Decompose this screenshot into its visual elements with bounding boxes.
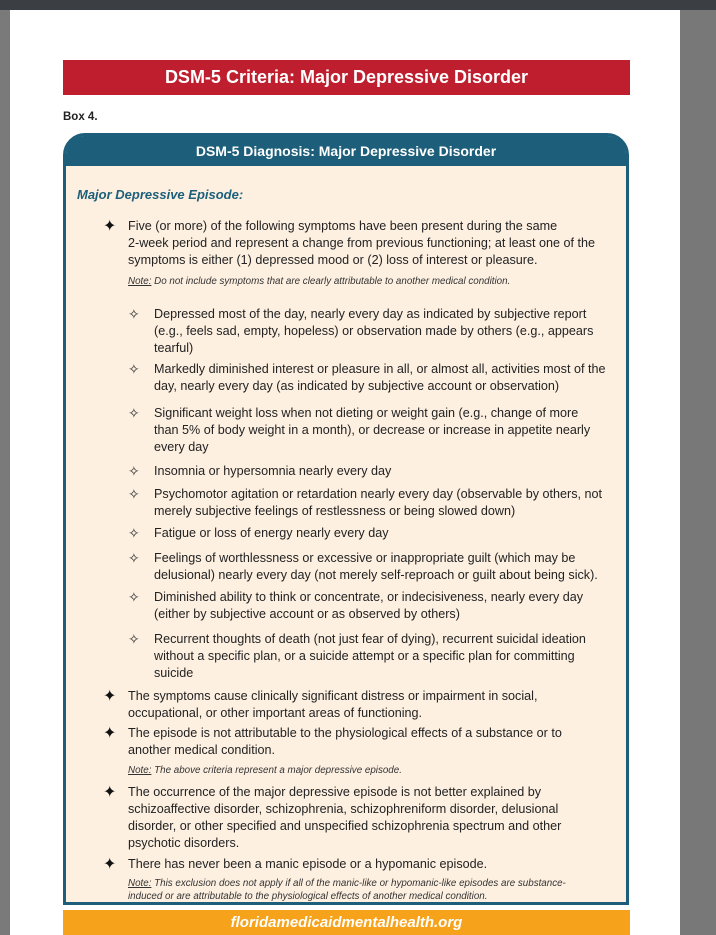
symptom-star-icon: ✧ — [128, 361, 140, 377]
symptom-text: Significant weight loss when not dieting or weight gain (e.g., change of more — [154, 406, 579, 420]
criterion-text: The occurrence of the major depressive episode is not better explained by — [128, 785, 542, 799]
criterion-bullet-icon: ✦ — [103, 856, 117, 873]
symptom-text: day, nearly every day (as indicated by subjective account or observation) — [154, 379, 560, 393]
symptom-text: delusional) nearly every day (not merely self-reproach or guilt about being sick). — [154, 568, 598, 582]
symptom-text: merely subjective feelings of restlessness or being slowed down) — [154, 504, 516, 518]
note-label: Note: — [128, 765, 152, 776]
criterion-text: There has never been a manic episode or a hypomanic episode. — [128, 857, 488, 871]
symptom-text: tearful) — [154, 341, 194, 355]
criterion-text: The symptoms cause clinically significant distress or impairment in social, — [128, 689, 538, 703]
symptom-text: Fatigue or loss of energy nearly every day — [154, 526, 389, 540]
symptom-star-icon: ✧ — [128, 631, 140, 647]
symptom-text: Depressed most of the day, nearly every day as indicated by subjective report — [154, 307, 587, 321]
criterion-text: symptoms is either (1) depressed mood or (2) loss of interest or pleasure. — [128, 253, 538, 267]
symptom-star-icon: ✧ — [128, 550, 140, 566]
note-text: The above criteria represent a major depressive episode. — [151, 765, 402, 776]
symptom-star-icon: ✧ — [128, 405, 140, 421]
criterion-text: disorder, or other specified and unspecified schizophrenia spectrum and other — [128, 819, 562, 833]
section-title: Major Depressive Episode: — [77, 187, 244, 202]
note-text: This exclusion does not apply if all of the manic-like or hypomanic-like episodes are substance- — [151, 878, 566, 889]
criterion-bullet-icon: ✦ — [103, 725, 117, 742]
criterion-bullet-icon: ✦ — [103, 784, 117, 801]
criterion-note — [128, 764, 402, 777]
symptom-text: Recurrent thoughts of death (not just fear of dying), recurrent suicidal ideation — [154, 632, 586, 646]
symptom-text: (e.g., feels sad, empty, hopeless) or observation made by others (e.g., appears — [154, 324, 594, 338]
symptom-star-icon: ✧ — [128, 589, 140, 605]
note-text: Do not include symptoms that are clearly attributable to another medical condition. — [151, 276, 511, 287]
page-title: DSM-5 Criteria: Major Depressive Disorder — [63, 60, 630, 95]
criterion-text: occupational, or other important areas of functioning. — [128, 706, 423, 720]
note-label: Note: — [128, 878, 152, 889]
criterion-text: another medical condition. — [128, 743, 276, 757]
symptom-text: Diminished ability to think or concentrate, or indecisiveness, nearly every day — [154, 590, 584, 604]
symptom-text: Psychomotor agitation or retardation nearly every day (observable by others, not — [154, 487, 603, 501]
symptom-text: without a specific plan, or a suicide attempt or a specific plan for committing — [154, 649, 575, 663]
symptom-star-icon: ✧ — [128, 525, 140, 541]
criterion-note — [128, 275, 510, 288]
document-page — [10, 10, 680, 935]
diagnosis-box — [63, 133, 629, 905]
symptom-text: than 5% of body weight in a month), or decrease or increase in appetite nearly — [154, 423, 591, 437]
box-label: Box 4. — [63, 111, 98, 123]
note-label: Note: — [128, 276, 152, 287]
criterion-bullet-icon: ✦ — [103, 218, 117, 235]
symptom-star-icon: ✧ — [128, 486, 140, 502]
criterion-text: 2-week period and represent a change from previous functioning; at least one of the — [128, 236, 595, 250]
symptom-star-icon: ✧ — [128, 463, 140, 479]
symptom-text: Insomnia or hypersomnia nearly every day — [154, 464, 392, 478]
viewer-scroll-gutter — [680, 10, 716, 935]
symptom-star-icon: ✧ — [128, 306, 140, 322]
symptom-text: (either by subjective account or as observed by others) — [154, 607, 460, 621]
symptom-text: Feelings of worthlessness or excessive or inappropriate guilt (which may be — [154, 551, 576, 565]
viewer-top-bar — [0, 0, 716, 10]
symptom-text: suicide — [154, 666, 194, 680]
note-text-continued: induced or are attributable to the physiological effects of another medical condition. — [128, 891, 488, 902]
criterion-text: schizoaffective disorder, schizophrenia, schizophreniform disorder, delusional — [128, 802, 559, 816]
criterion-text: The episode is not attributable to the physiological effects of a substance or to — [128, 726, 562, 740]
criterion-bullet-icon: ✦ — [103, 688, 117, 705]
footer-url: floridamedicaidmentalhealth.org — [63, 910, 630, 935]
criterion-text: psychotic disorders. — [128, 836, 240, 850]
criterion-text: Five (or more) of the following symptoms have been present during the same — [128, 219, 558, 233]
symptom-text: every day — [154, 440, 209, 454]
criterion-note — [128, 877, 566, 903]
diagnosis-box-header: DSM-5 Diagnosis: Major Depressive Disorder — [66, 136, 626, 166]
symptom-text: Markedly diminished interest or pleasure in all, or almost all, activities most of the — [154, 362, 606, 376]
